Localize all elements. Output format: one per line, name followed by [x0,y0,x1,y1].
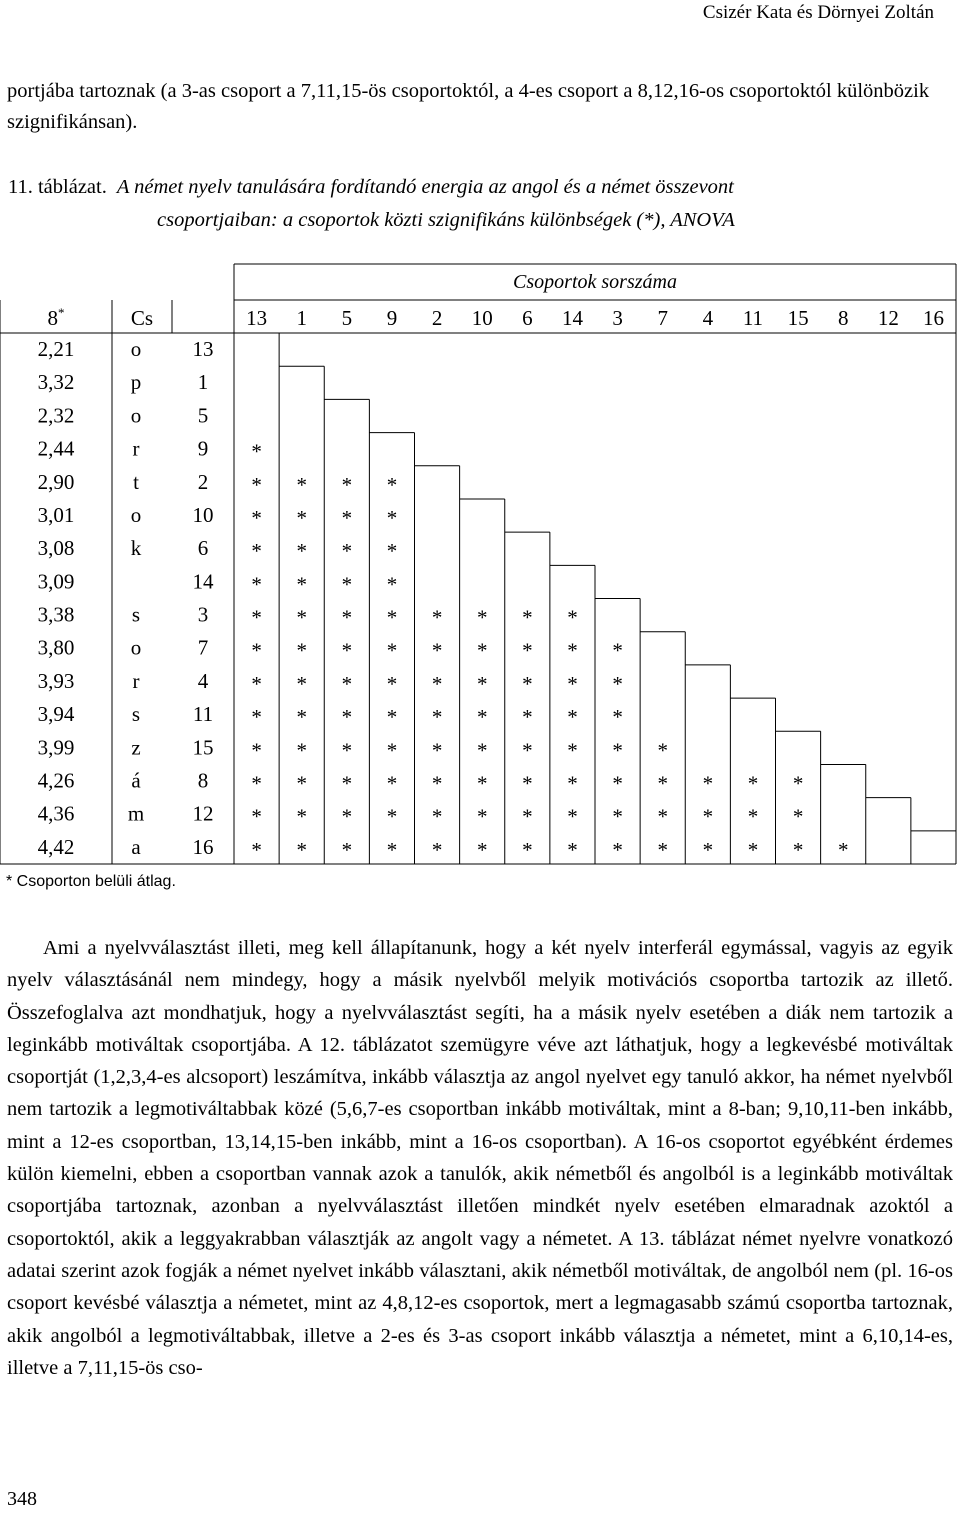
caption-label: 11. táblázat. [8,176,107,198]
significance-mark: * [522,671,533,696]
significance-mark: * [612,837,623,862]
significance-mark: * [476,671,488,696]
row-mean: 3,80 [37,635,75,660]
significance-mark: * [476,605,488,630]
significance-mark: * [341,705,353,730]
vertical-label-letter: r [132,436,140,461]
significance-mark: * [431,738,443,763]
significance-mark: * [251,439,262,464]
significance-mark: * [386,738,398,763]
significance-mark: * [522,705,533,730]
significance-mark: * [251,539,262,564]
vertical-label-letter: k [130,536,142,561]
significance-mark: * [386,472,398,497]
intro-paragraph: portjába tartoznak (a 3-as csoport a 7,11,15-ös csoportoktól, a 4-es csoport a 8,12,16-os csoportoktól különbözik szignifikánsan). [7,80,930,133]
significance-mark: * [296,572,307,597]
significance-mark: * [386,771,398,796]
row-mean: 2,90 [37,469,75,494]
significance-mark: * [251,771,262,796]
significance-mark: * [612,671,623,696]
vertical-label-letter: o [130,635,142,660]
row-group: 15 [192,735,214,760]
column-header: 16 [922,306,944,330]
significance-mark: * [341,505,353,530]
column-header: 6 [522,306,533,330]
row-mean: 2,44 [37,436,75,461]
row-group: 10 [192,502,214,527]
significance-mark: * [702,804,714,829]
vertical-label-letter: a [131,834,141,859]
table-footnote: * Csoporton belüli átlag. [6,873,176,890]
significance-mark: * [431,638,443,663]
significance-mark: * [612,638,623,663]
vertical-label-letter: z [131,735,141,760]
vertical-label-letter: o [130,502,142,527]
significance-mark: * [612,738,623,763]
significance-mark: * [747,771,759,796]
significance-mark: * [612,705,623,730]
significance-mark: * [567,837,578,862]
column-header: 4 [702,306,714,330]
significance-mark: * [296,638,307,663]
significance-mark: * [702,771,714,796]
table-caption [0,171,960,237]
caption-line-1 [0,171,960,204]
column-header: 13 [246,306,268,330]
page-number: 348 [7,1488,37,1510]
significance-mark: * [476,804,488,829]
significance-mark: * [296,505,307,530]
significance-mark: * [386,671,398,696]
significance-mark: * [251,705,262,730]
significance-mark: * [567,671,578,696]
significance-mark: * [251,572,262,597]
significance-mark: * [296,705,307,730]
vertical-label-letter: á [131,768,141,793]
significance-mark: * [657,738,668,763]
row-mean: 3,09 [37,569,75,594]
vertical-label-letter: r [132,668,140,693]
column-header: 5 [341,306,353,330]
significance-mark: * [251,605,262,630]
significance-mark: * [522,804,533,829]
significance-mark: * [476,771,488,796]
significance-mark: * [747,804,759,829]
vertical-label-letter: m [127,801,145,826]
row-group: 2 [197,469,209,494]
significance-mark: * [296,804,307,829]
significance-mark: * [792,771,804,796]
vertical-label-letter: o [130,403,142,428]
significance-mark: * [251,505,262,530]
column-header: 11 [742,306,764,330]
significance-mark: * [341,804,353,829]
row-group: 14 [192,569,214,594]
row-mean: 3,38 [37,602,75,627]
group-col-header: Cs [130,306,154,330]
significance-mark: * [341,771,353,796]
column-header: 9 [386,306,398,330]
significance-mark: * [341,472,353,497]
row-group: 8 [197,768,209,793]
significance-mark: * [251,671,262,696]
significance-mark: * [386,638,398,663]
significance-mark: * [251,804,262,829]
mean-header-asterisk: * [58,305,65,320]
significance-mark: * [522,638,533,663]
significance-mark: * [476,705,488,730]
table-group-header: Csoportok sorszáma [513,271,677,293]
significance-mark: * [251,738,262,763]
mean-header: 8* [47,305,65,330]
column-header: 3 [612,306,623,330]
vertical-label-letter: s [131,702,141,727]
row-mean: 4,36 [37,801,75,826]
row-group: 7 [197,635,209,660]
significance-mark: * [296,472,307,497]
significance-mark: * [341,605,353,630]
significance-table [0,260,960,870]
significance-mark: * [251,638,262,663]
significance-mark: * [567,738,578,763]
significance-mark: * [341,738,353,763]
row-group: 16 [192,834,214,859]
vertical-label-letter: p [130,370,142,395]
vertical-label-letter: t [133,469,139,494]
significance-mark: * [476,638,488,663]
row-group: 9 [197,436,209,461]
column-header: 15 [787,306,809,330]
significance-mark: * [386,505,398,530]
significance-mark: * [612,771,623,796]
significance-mark: * [657,804,668,829]
column-header: 12 [877,306,899,330]
significance-mark: * [837,837,849,862]
significance-mark: * [567,771,578,796]
row-mean: 3,08 [37,536,75,561]
significance-mark: * [567,605,578,630]
significance-mark: * [431,671,443,696]
row-mean: 3,94 [37,702,75,727]
row-mean: 3,93 [37,668,75,693]
row-mean: 3,99 [37,735,75,760]
significance-mark: * [296,837,307,862]
significance-mark: * [657,837,668,862]
vertical-label-letter: s [131,602,141,627]
significance-mark: * [296,605,307,630]
significance-mark: * [341,638,353,663]
column-header: 1 [296,306,307,330]
row-group: 11 [192,702,214,727]
column-header: 7 [657,306,668,330]
significance-mark: * [567,638,578,663]
significance-mark: * [386,605,398,630]
significance-mark: * [476,837,488,862]
significance-mark: * [296,671,307,696]
vertical-label-letter: o [130,337,142,361]
row-group: 5 [197,403,209,428]
significance-mark: * [386,804,398,829]
running-head: Csizér Kata és Dörnyei Zoltán [702,2,934,23]
row-mean: 2,32 [37,403,75,428]
significance-mark: * [386,539,398,564]
significance-mark: * [567,705,578,730]
significance-mark: * [251,472,262,497]
caption-title: A német nyelv tanulására fordítandó energia az angol és a német összevont [116,176,734,198]
row-group: 1 [197,370,209,395]
significance-mark: * [702,837,714,862]
row-group: 4 [197,668,209,693]
column-header: 14 [561,306,583,330]
significance-mark: * [476,738,488,763]
significance-mark: * [522,738,533,763]
row-mean: 4,26 [37,768,75,793]
row-group: 6 [197,536,209,561]
row-mean: 3,01 [37,502,75,527]
significance-mark: * [341,671,353,696]
significance-mark: * [522,605,533,630]
significance-mark: * [431,705,443,730]
row-mean: 4,42 [37,834,75,859]
significance-mark: * [296,771,307,796]
significance-mark: * [567,804,578,829]
significance-mark: * [522,771,533,796]
significance-mark: * [747,837,759,862]
caption-line-2: csoportjaiban: a csoportok közti szignifikáns különbségek (*), ANOVA [157,209,735,231]
significance-mark: * [657,771,668,796]
significance-mark: * [386,572,398,597]
column-header: 8 [837,306,849,330]
row-group: 13 [192,337,214,361]
significance-mark: * [431,804,443,829]
significance-mark: * [341,539,353,564]
row-group: 12 [192,801,214,826]
significance-mark: * [341,572,353,597]
significance-mark: * [522,837,533,862]
significance-mark: * [296,738,307,763]
significance-mark: * [251,837,262,862]
body-paragraph: Ami a nyelvválasztást illeti, meg kell állapítanunk, hogy a két nyelv interferál egymással, vagyis az egyik nyelv választásánál nem mindegy, hogy a másik nyelvből melyik motivációs csoportba tartozik az illető. Összefoglalva azt mondhatjuk, hogy a nyelvválasztást segíti, ha a másik nyelv esetében a diák nem tartozik a leginkább motiváltak csoportjába. A 12. táblázatot szemügyre véve azt láthatjuk, hogy a legkevésbé motiváltak csoportját (1,2,3,4-es alcsoport) leszámítva, inkább választja az angol nyelvet egy tanuló akkor, ha német nyelvből nem tartozik a legmotiváltabbak közé (5,6,7-es csoportban inkább motiváltak, mint a 8-ban; 9,10,11-ben inkább, mint a 12-es csoportban, 13,14,15-ben inkább, mint a 16-os csoportban). A 16-os csoportot egyébként érdemes külön kiemelni, ebben a csoportban vannak azok a tanulók, akik németből és angolból is a leginkább motiváltak csoportjába tartoznak, azonban a nyelvválasztást illetően mindkét nyelv esetében elmaradnak azoktól a csoportoktól, akik a leggyakrabban választják az angolt vagy a németet. A 13. táblázat német nyelvre vonatkozó adatai szerint azok fogják a német nyelvet inkább választani, akik németből motiváltak, de angolból nem (pl. 16-os csoport kevésbé választja a németet, mint az 4,8,12-es csoportok, mert a legmagasabb számú csoportba tartoznak, akik angolból a legmotiváltabbak, illetve a 2-es és 3-as csoport inkább választja a németet, mint a 6,10,14-es, illetve a 7,11,15-ös cso- [7,937,953,1379]
column-header: 10 [471,306,493,330]
significance-mark: * [612,804,623,829]
significance-mark: * [792,804,804,829]
significance-mark: * [386,705,398,730]
column-header: 2 [431,306,443,330]
row-group: 3 [197,602,209,627]
row-mean: 2,21 [37,337,75,361]
significance-mark: * [341,837,353,862]
significance-mark: * [296,539,307,564]
significance-mark: * [431,837,443,862]
significance-mark: * [431,771,443,796]
significance-mark: * [431,605,443,630]
row-mean: 3,32 [37,370,75,395]
significance-mark: * [792,837,804,862]
significance-mark: * [386,837,398,862]
